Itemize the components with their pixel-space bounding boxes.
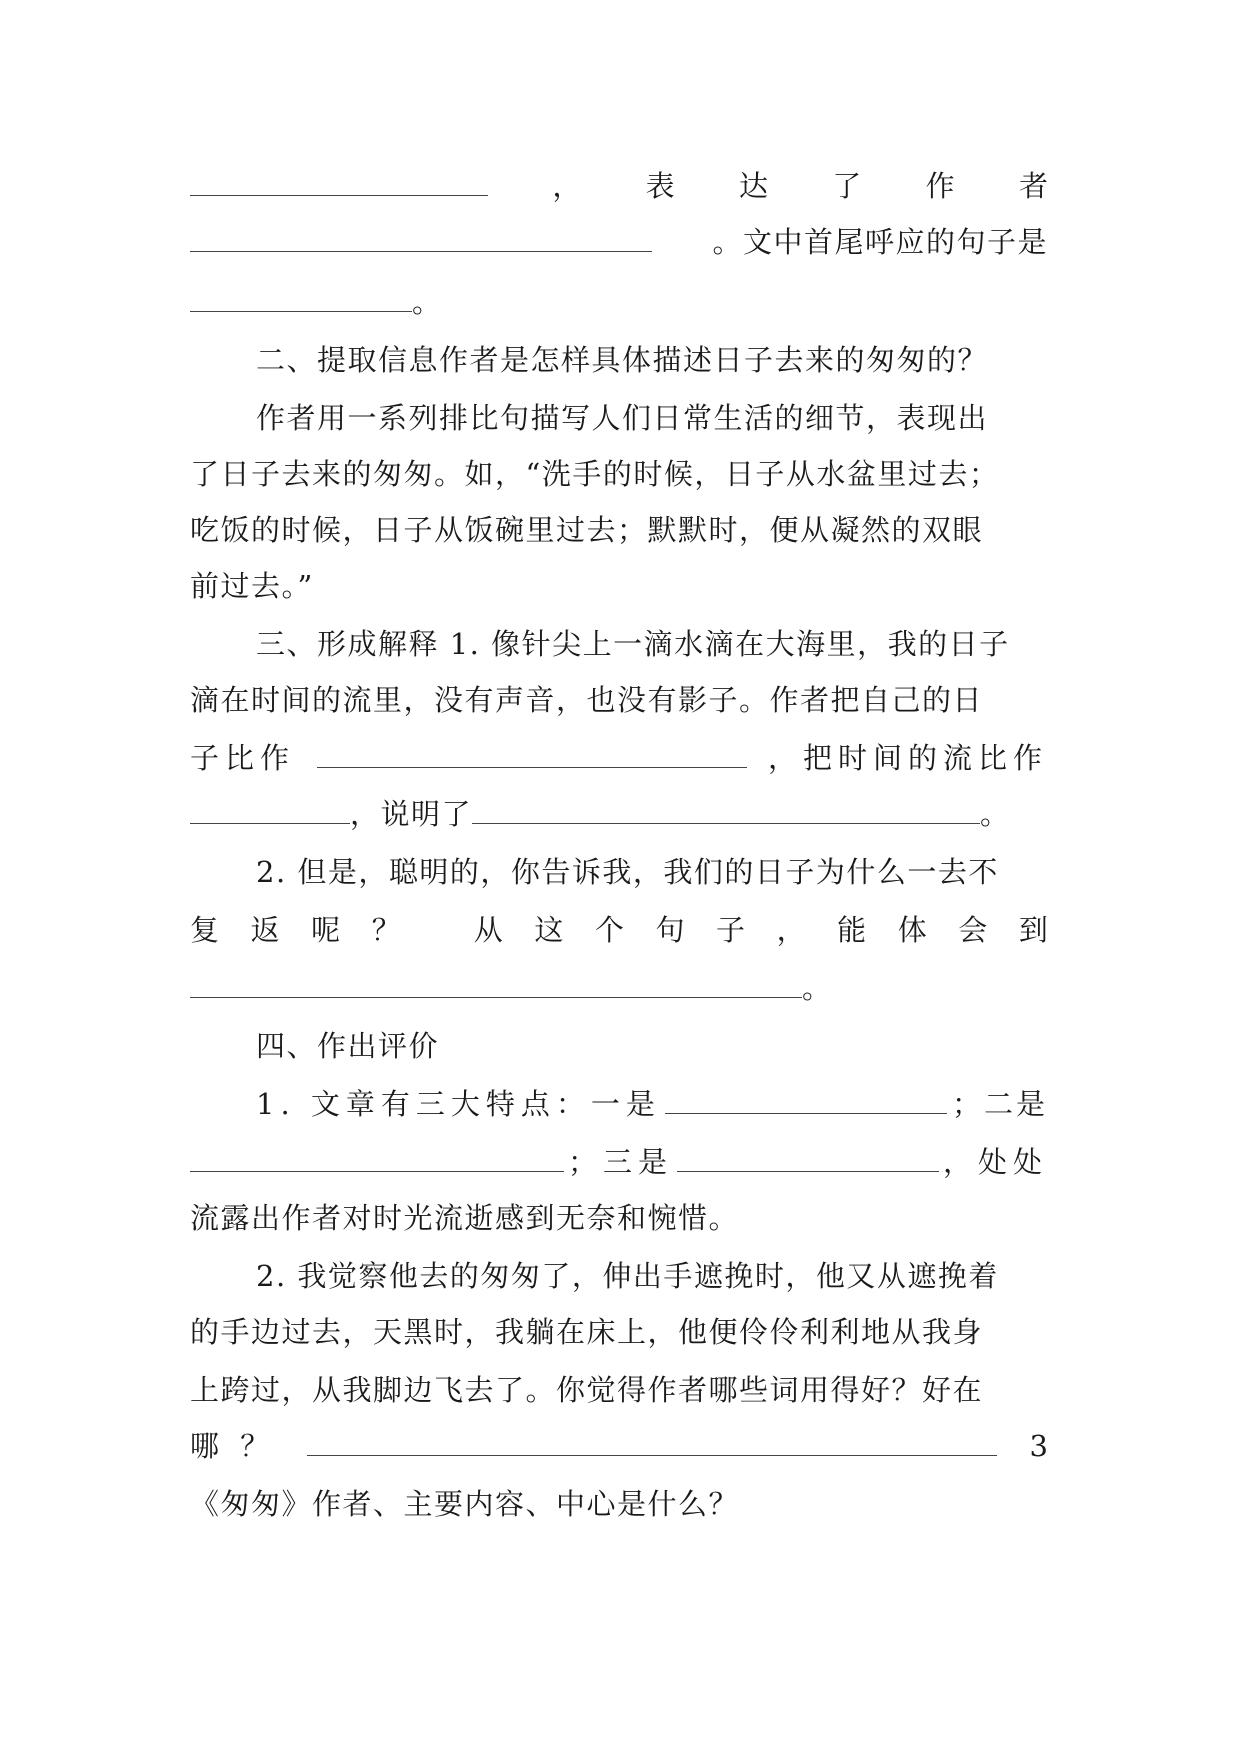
- paragraph-line: 上跨过，从我脚边飞去了。你觉得作者哪些词用得好？好在: [190, 1373, 984, 1407]
- line-metaphor: [190, 738, 1048, 778]
- text: ，把时间的流比作: [767, 741, 1048, 775]
- text: 哪 ？: [190, 1429, 276, 1463]
- text-char: 个: [594, 913, 624, 947]
- question-3-2: 2. 但是，聪明的，你告诉我，我们的日子为什么一去不: [256, 855, 999, 889]
- line-echo-question: [190, 222, 1048, 262]
- line-explain: [190, 794, 1048, 834]
- answer-blank[interactable]: [190, 251, 652, 252]
- text: ，说明了: [350, 797, 473, 831]
- answer-blank[interactable]: [190, 311, 412, 312]
- line-answer-where: [190, 1426, 1048, 1466]
- text-char: 到: [1018, 913, 1048, 947]
- text-char: 句: [655, 913, 685, 947]
- text-char: 子: [716, 913, 746, 947]
- answer-blank[interactable]: [677, 1171, 939, 1172]
- text: 1. 文章有三大特点：一是: [256, 1087, 661, 1121]
- text: 3: [1029, 1429, 1048, 1463]
- paragraph-line: 的手边过去，天黑时，我躺在床上，他便伶伶利利地从我身: [190, 1315, 984, 1349]
- punct: 。: [980, 797, 1010, 831]
- answer-blank[interactable]: [472, 823, 980, 824]
- text-char: 会: [958, 913, 988, 947]
- text-char: 达: [738, 169, 768, 203]
- line-answer: [190, 968, 1048, 1008]
- text-char: 这: [534, 913, 564, 947]
- answer-blank[interactable]: [190, 1171, 564, 1172]
- answer-blank[interactable]: [190, 997, 802, 998]
- line-features-2: [190, 1142, 1048, 1182]
- text-char: 作: [925, 169, 955, 203]
- text-char: 体: [897, 913, 927, 947]
- answer-blank[interactable]: [190, 195, 488, 196]
- line-expression: [190, 166, 1048, 206]
- answer-blank[interactable]: [307, 1455, 997, 1456]
- text-char: 表: [645, 169, 675, 203]
- question-4-2: 2. 我觉察他去的匆匆了，伸出手遮挽时，他又从遮挽着: [256, 1259, 999, 1293]
- text-char: 返: [250, 913, 280, 947]
- text-char: 复: [190, 913, 220, 947]
- text-char: ？: [371, 913, 401, 947]
- text: ；三是: [567, 1145, 673, 1179]
- paragraph-line: 滴在时间的流里，没有声音，也没有影子。作者把自己的日: [190, 683, 984, 717]
- question-5: 《匆匆》作者、主要内容、中心是什么？: [190, 1487, 740, 1521]
- answer-blank[interactable]: [190, 823, 350, 824]
- line-spaced: [190, 910, 1048, 950]
- text: ，处处: [942, 1145, 1048, 1179]
- paragraph-line: 流露出作者对时光流逝感到无奈和惋惜。: [190, 1201, 740, 1235]
- text: ；二是: [951, 1087, 1048, 1121]
- punct: ，: [552, 169, 582, 203]
- answer-blank[interactable]: [665, 1113, 947, 1114]
- line-features: [190, 1084, 1048, 1124]
- text-char: 呢: [311, 913, 341, 947]
- answer-blank[interactable]: [317, 767, 747, 768]
- line-echo-answer: [190, 282, 1048, 322]
- text-char: 能: [837, 913, 867, 947]
- punct: 。: [802, 971, 832, 1005]
- paragraph-line: 作者用一系列排比句描写人们日常生活的细节，表现出: [256, 401, 989, 435]
- punct: 。: [412, 285, 442, 319]
- section-2-title: 二、提取信息作者是怎样具体描述日子去来的匆匆的？: [256, 343, 989, 377]
- text: 子比作: [190, 741, 296, 775]
- section-3-title: 三、形成解释 1. 像针尖上一滴水滴在大海里，我的日子: [256, 627, 1010, 661]
- text-char: 了: [832, 169, 862, 203]
- text-char: 从: [473, 913, 503, 947]
- text-char: 者: [1018, 169, 1048, 203]
- section-4-title: 四、作出评价: [256, 1029, 440, 1063]
- text-char: ，: [776, 913, 806, 947]
- paragraph-line: 吃饭的时候，日子从饭碗里过去；默默时，便从凝然的双眼: [190, 513, 984, 547]
- paragraph-line: 了日子去来的匆匆。如，“洗手的时候，日子从水盆里过去；: [190, 457, 1000, 491]
- text: 。文中首尾呼应的句子是: [712, 225, 1048, 259]
- paragraph-line: 前过去。”: [190, 569, 314, 603]
